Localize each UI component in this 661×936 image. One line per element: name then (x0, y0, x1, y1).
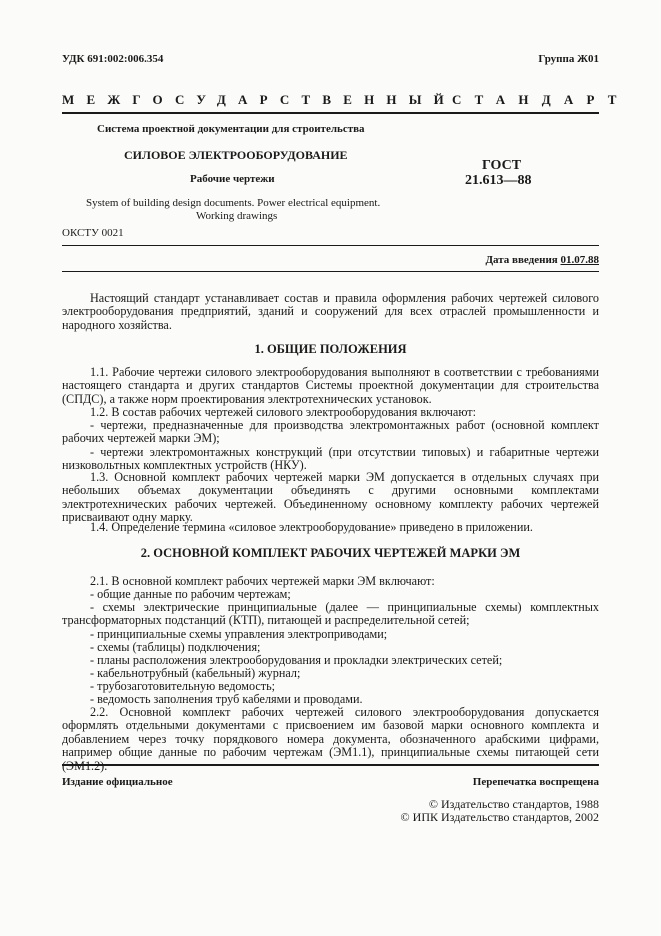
list-item-layout-plans: - планы расположения электрооборудования и прокладки электрических сетей; (90, 653, 503, 667)
official-edition: Издание официальное (62, 776, 173, 788)
section2-heading: 2. ОСНОВНОЙ КОМПЛЕКТ РАБОЧИХ ЧЕРТЕЖЕЙ МАРКИ ЭМ (140, 546, 521, 560)
list-item-pipe-filling: - ведомость заполнения труб кабелями и проводами. (90, 692, 363, 706)
intro-date (485, 254, 599, 267)
banner-interstate: МЕЖГОСУДАРСТВЕННЫЙ (62, 92, 456, 107)
list-item-schematics: - схемы электрические принципиальные (далее — принципиальные схемы) комплектных трансформаторных подстанций (КТП), питающей и распределительной сетей; (62, 600, 599, 628)
reprint-notice: Перепечатка воспрещена (472, 776, 599, 788)
banner-standard: СТАНДАРТ (452, 92, 630, 107)
okstu-code: ОКСТУ 0021 (62, 227, 124, 239)
copyright-1988: © Издательство стандартов, 1988 (428, 797, 599, 811)
paragraph-1-2: 1.2. В состав рабочих чертежей силового электрооборудования включают: (90, 405, 476, 419)
gost-number: 21.613—88 (465, 173, 532, 188)
header-rule (62, 112, 599, 114)
list-item-control-schemes: - принципиальные схемы управления электроприводами; (90, 627, 388, 641)
date-rule (62, 271, 599, 272)
section1-heading: 1. ОБЩИЕ ПОЛОЖЕНИЯ (254, 342, 407, 356)
english-title-line2: Working drawings (196, 210, 278, 222)
paragraph-1-3: 1.3. Основной комплект рабочих чертежей марки ЭМ допускается в отдельных случаях при небольших объемах документации объединять с другими основными комплектами электротехнических рабочих чертежей. Объединенному основному комплекту рабочих чертежей присваивают одну марку. (62, 470, 599, 525)
english-title-line1: System of building design documents. Power electrical equipment. (86, 197, 381, 209)
document-subtitle: Рабочие чертежи (190, 173, 275, 185)
paragraph-1-4: 1.4. Определение термина «силовое электрооборудование» приведено в приложении. (90, 520, 533, 534)
paragraph-2-1: 2.1. В основной комплект рабочих чертежей марки ЭМ включают: (90, 574, 435, 588)
paragraph-1-2b: - чертежи электромонтажных конструкций (при отсутствии типовых) и габаритные чертежи низковольтных комплектных устройств (НКУ). (62, 445, 599, 473)
list-item-pipe-statement: - трубозаготовительную ведомость; (90, 679, 276, 693)
list-item-connection-tables: - схемы (таблицы) подключения; (90, 640, 261, 654)
list-item-cable-log: - кабельнотрубный (кабельный) журнал; (90, 666, 301, 680)
gost-label: ГОСТ (482, 158, 522, 173)
paragraph-1-1: 1.1. Рабочие чертежи силового электрооборудования выполняют в соответствии с требованиями настоящего стандарта и других стандартов Системы проектной документации для строительства (СПДС), а также норм проектирования электротехнических установок. (62, 365, 599, 406)
paragraph-1-2a: - чертежи, предназначенные для производства электромонтажных работ (основной комплект рабочих чертежей марки ЭМ); (62, 418, 599, 446)
footer-rule (62, 764, 599, 766)
group-code: Группа Ж01 (538, 53, 599, 65)
title-rule (62, 245, 599, 246)
intro-date-value: 01.07.88 (560, 254, 599, 266)
document-title: СИЛОВОЕ ЭЛЕКТРООБОРУДОВАНИЕ (124, 148, 348, 162)
intro-paragraph: Настоящий стандарт устанавливает состав и правила оформления рабочих чертежей силового электрооборудования предприятий, зданий и сооружений для всех отраслей промышленности и народного хозяйства. (62, 291, 599, 332)
copyright-2002: © ИПК Издательство стандартов, 2002 (400, 810, 599, 824)
intro-date-label: Дата введения (485, 254, 558, 266)
udk-code: УДК 691:002:006.354 (62, 53, 164, 65)
list-item-general-data: - общие данные по рабочим чертежам; (90, 587, 291, 601)
system-name: Система проектной документации для строительства (97, 123, 365, 135)
paragraph-2-2: 2.2. Основной комплект рабочих чертежей силового электрооборудования допускается оформлять отдельными документами с присвоением им базовой марки основного комплекта и добавлением через точку порядкового номера документа, обозначенного арабскими цифрами, например общие данные по рабочим чертежам (ЭМ1.1), принципиальные схемы питающей сети (62, 705, 599, 760)
